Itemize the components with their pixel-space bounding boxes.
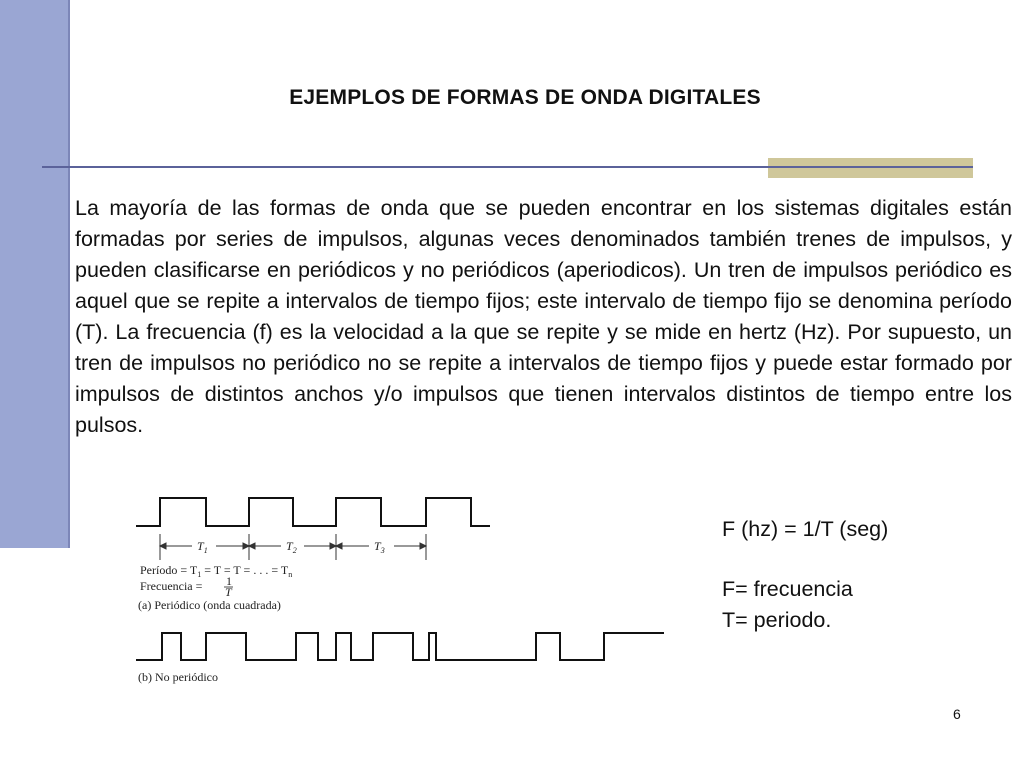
title-rule-accent-line [768,166,973,168]
slide-title: EJEMPLOS DE FORMAS DE ONDA DIGITALES [289,86,761,109]
frecuencia-equation: Frecuencia = [140,579,203,593]
label-t3: $T_3$ [374,539,385,555]
periodic-square-wave [136,498,490,526]
formula-frequency: F (hz) = 1/T (seg) [722,517,889,541]
waveform-figure [136,492,666,692]
left-decorative-bar [0,0,68,548]
non-periodic-wave [136,633,664,660]
periodo-equation: Período = $T_1 = T = T$ = . . . = $T_n$ [140,563,293,579]
formula-f-definition: F= frecuencia [722,577,853,601]
label-t2: $T_2$ [286,539,297,555]
page-number: 6 [953,706,961,722]
title-rule-accent [768,158,973,178]
left-bar-edge [68,0,70,548]
frac-numerator: 1 [226,574,232,588]
caption-periodic: (a) Periódico (onda cuadrada) [138,598,281,612]
label-t1: $T_1$ [197,539,208,555]
formula-t-definition: T= periodo. [722,608,832,632]
caption-non-periodic: (b) No periódico [138,670,218,684]
frac-denominator: T [225,585,232,599]
body-paragraph: La mayoría de las formas de onda que se pueden encontrar en los sistemas digitales están formadas por series de impulsos, algunas veces denominados también trenes de impulsos, y pueden clasificarse en periódicos y no periódicos (aperiodicos). Un tren de impulsos periódico es aquel que se repite a intervalos de tiempo fijos; este intervalo de tiempo fijo se denomina período (T). La frecuencia (f) es la velocidad a la que se repite y se mide en hertz (Hz). Por supuesto, un tren de impulsos no periódico no se repite a intervalos de tiempo fijos y puede estar formado por impulsos de distintos anchos y/o impulsos que tienen intervalos distintos de tiempo entre los pulsos. [75,196,1012,437]
